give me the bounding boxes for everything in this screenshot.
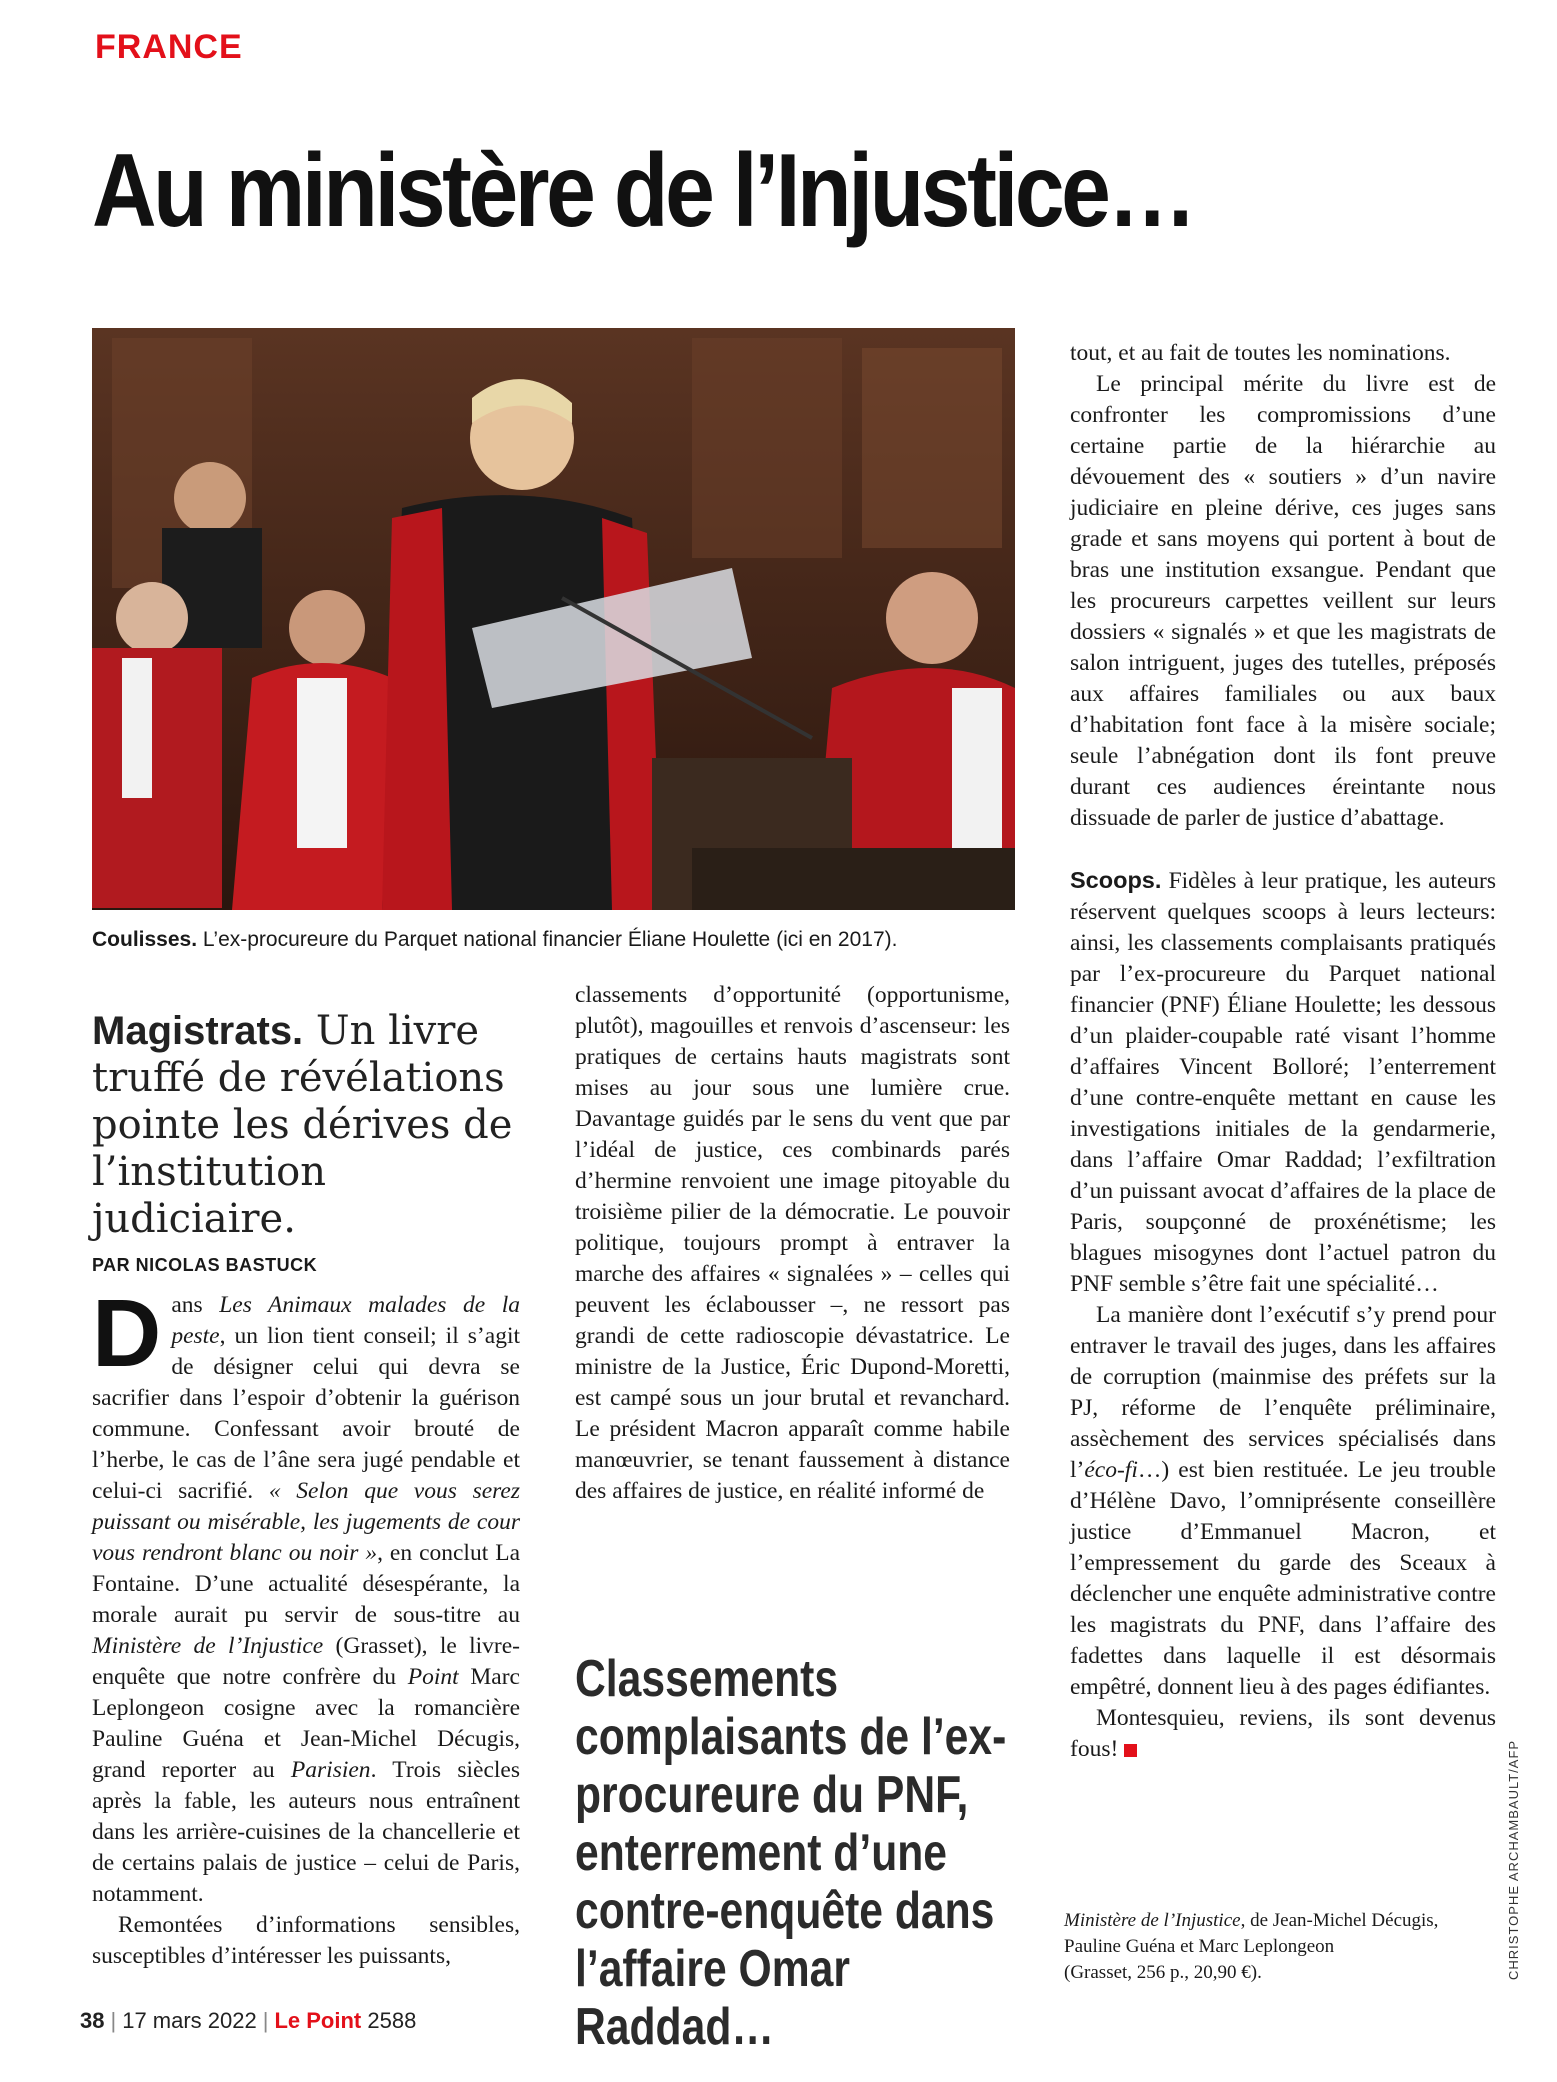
byline: PAR NICOLAS BASTUCK [92, 1255, 318, 1275]
book-ref-line-3: (Grasset, 256 p., 20,90 €). [1064, 1962, 1262, 1983]
pull-quote: Classements complaisants de l’ex-procureure du PNF, enterrement d’une contre-enquête dans l’affaire Omar Raddad… [575, 1650, 1007, 2056]
photo-credit: CHRISTOPHE ARCHAMBAULT/AFP [1506, 1739, 1521, 1980]
dek-text: Un livre truffé de révélations pointe les dérives de l’institution judiciaire. [92, 1008, 513, 1242]
book-ref-line-1 [1064, 1908, 1484, 1934]
article-photo [92, 328, 1015, 910]
courtroom-photo-illustration [92, 328, 1015, 910]
text-run: La manière dont l’exécutif s’y prend pour entraver le travail des juges, dans les affaires de corruption (mainmise des préfets sur la PJ, réforme de l’enquête préliminaire, assèchement des services spécialisés dans l’ [1070, 1302, 1496, 1483]
col3-paragraph-1: tout, et au fait de toutes les nominations. [1070, 340, 1451, 366]
text-run: , un lion tient conseil; il s’agit de désigner celui qui devra se sacrifier dans l’espoir d’obtenir la guérison commune. Confessant avoir brouté de l’herbe, le cas de l’âne sera jugé pendable et celui-ci sacrifié. [92, 1323, 520, 1504]
issue-number: 2588 [367, 2008, 417, 2033]
photo-caption [92, 928, 1032, 952]
fable-quote: « Selon que vous serez puissant ou misérable, les jugements de cour vous rendront blanc ou noir » [92, 1478, 520, 1566]
magazine-name: Point [407, 1664, 459, 1690]
text-run: …) est bien restituée. Le jeu trouble d’Hélène Davo, l’omniprésente conseillère justice d’Emmanuel Macron, et l’empressement du garde des Sceaux à déclencher une enquête administrative contre les magistrats du PNF, dans l’affaire des fadettes dans laquelle il est désormais empêtré, donnent lieu à des pages édifiantes. [1070, 1457, 1496, 1700]
book-title: Ministère de l’Injustice [92, 1633, 324, 1659]
separator: | [110, 2008, 117, 2033]
column-2 [575, 980, 1010, 1507]
drop-cap: D [92, 1280, 162, 1387]
text-run: ans [171, 1292, 220, 1318]
col3-paragraph-3 [1070, 865, 1496, 1300]
caption-lead: Coulisses. [92, 928, 198, 951]
book-ref-line-2: Pauline Guéna et Marc Leplongeon [1064, 1936, 1335, 1957]
section-rubric: FRANCE [95, 28, 243, 66]
magazine-brand: Le Point [274, 2008, 362, 2033]
col3-paragraph-4 [1070, 1300, 1496, 1703]
text-run: , en conclut La Fontaine. D’une actualité désespérante, la morale aurait pu servir de sous-titre au [92, 1540, 520, 1628]
column-1 [92, 1280, 521, 1972]
col1-paragraph-1 [92, 1280, 521, 1910]
eco-fi-term: éco-fi [1084, 1457, 1138, 1483]
col3-paragraph-2: Le principal mérite du livre est de confronter les compromissions d’une certaine partie de la hiérarchie au dévouement des « soutiers » d’un navire judiciaire en pleine dérive, ces juges sans grade et sans moyens qui portent à bout de bras une institution exsangue. Pendant que les procureurs carpettes veillent sur leurs dossiers « signalés » et que les magistrats de salon intriguent, juges des tutelles, préposés aux affaires familiales ou aux baux d’habitation font face à la misère sociale; seule l’abnégation dont ils font preuve durant ces audiences éreintante nous dissuade de parler de justice d’abattage. [1070, 371, 1496, 831]
text-run: , de Jean-Michel Décugis, [1240, 1910, 1439, 1931]
scoops-subhead: Scoops. [1070, 867, 1162, 893]
text-run: . Trois siècles après la fable, les auteurs nous entraînent dans les arrière-cuisines de la chancellerie et de certains palais de justice – celui de Paris, notamment. [92, 1757, 521, 1907]
page-number: 38 [80, 2008, 105, 2033]
dek-lead: Magistrats. [92, 1009, 304, 1053]
newspaper-name: Parisien [290, 1757, 371, 1783]
col3-paragraph-5 [1070, 1703, 1496, 1765]
article-dek [92, 1008, 532, 1243]
caption-text: L’ex-procureure du Parquet national financier Éliane Houlette (ici en 2017). [197, 928, 898, 951]
end-mark-icon [1124, 1744, 1137, 1757]
col1-paragraph-2: Remontées d’informations sensibles, susceptibles d’intéresser les puissants, [92, 1912, 520, 1969]
article-headline: Au ministère de l’Injustice… [92, 133, 1194, 249]
book-ref-title: Ministère de l’Injustice [1064, 1910, 1241, 1931]
fable-title: Les Animaux malades de la peste [171, 1292, 520, 1349]
page-footer [80, 2008, 416, 2034]
col2-paragraph-1: classements d’opportunité (opportunisme, plutôt), magouilles et renvois d’ascenseur: les pratiques de certains hauts magistrats sont mises au jour sous une lumière crue. Davantage guidés par le sens du vent que par l’idéal de justice, ces combinards parés d’hermine renvoient une image pitoyable du troisième pilier de la démocratie. Le pouvoir politique, toujours prompt à entraver la marche des affaires « signalées » – celles qui peuvent les éclabousser –, ne ressort pas grandi de cette radioscopie dévastatrice. Le ministre de la Justice, Éric Dupond-Moretti, est campé sous un jour brutal et revanchard. Le président Macron apparaît comme habile manœuvrier, se tenant faussement à distance des affaires de justice, en réalité informé de [575, 982, 1010, 1504]
text-run: Fidèles à leur pratique, les auteurs réservent quelques scoops à leurs lecteurs: ainsi, les classements complaisants pratiqués par l’ex-procureure du Parquet national financier (PNF) Éliane Houlette; les dessous d’un plaider-coupable raté visant l’homme d’affaires Vincent Bolloré; l’enterrement d’une contre-enquête mettant en cause les investigations initiales de la gendarmerie, dans l’affaire Omar Raddad; l’exfiltration d’un puissant avocat d’affaires de la place de Paris, soupçonné de proxénétisme; les blagues misogynes dont l’actuel patron du PNF semble s’être fait une spécialité… [1070, 868, 1496, 1297]
text-run: (Grasset), le livre-enquête que notre confrère du [92, 1633, 520, 1690]
column-3 [1070, 338, 1496, 1765]
issue-date: 17 mars 2022 [122, 2008, 257, 2033]
text-run: Marc Leplongeon cosigne avec la romancière Pauline Guéna et Jean-Michel Décugis, grand reporter au [92, 1664, 520, 1783]
separator: | [262, 2008, 269, 2033]
book-reference [1064, 1908, 1484, 1986]
text-run: Montesquieu, reviens, ils sont devenus fous! [1070, 1705, 1496, 1762]
